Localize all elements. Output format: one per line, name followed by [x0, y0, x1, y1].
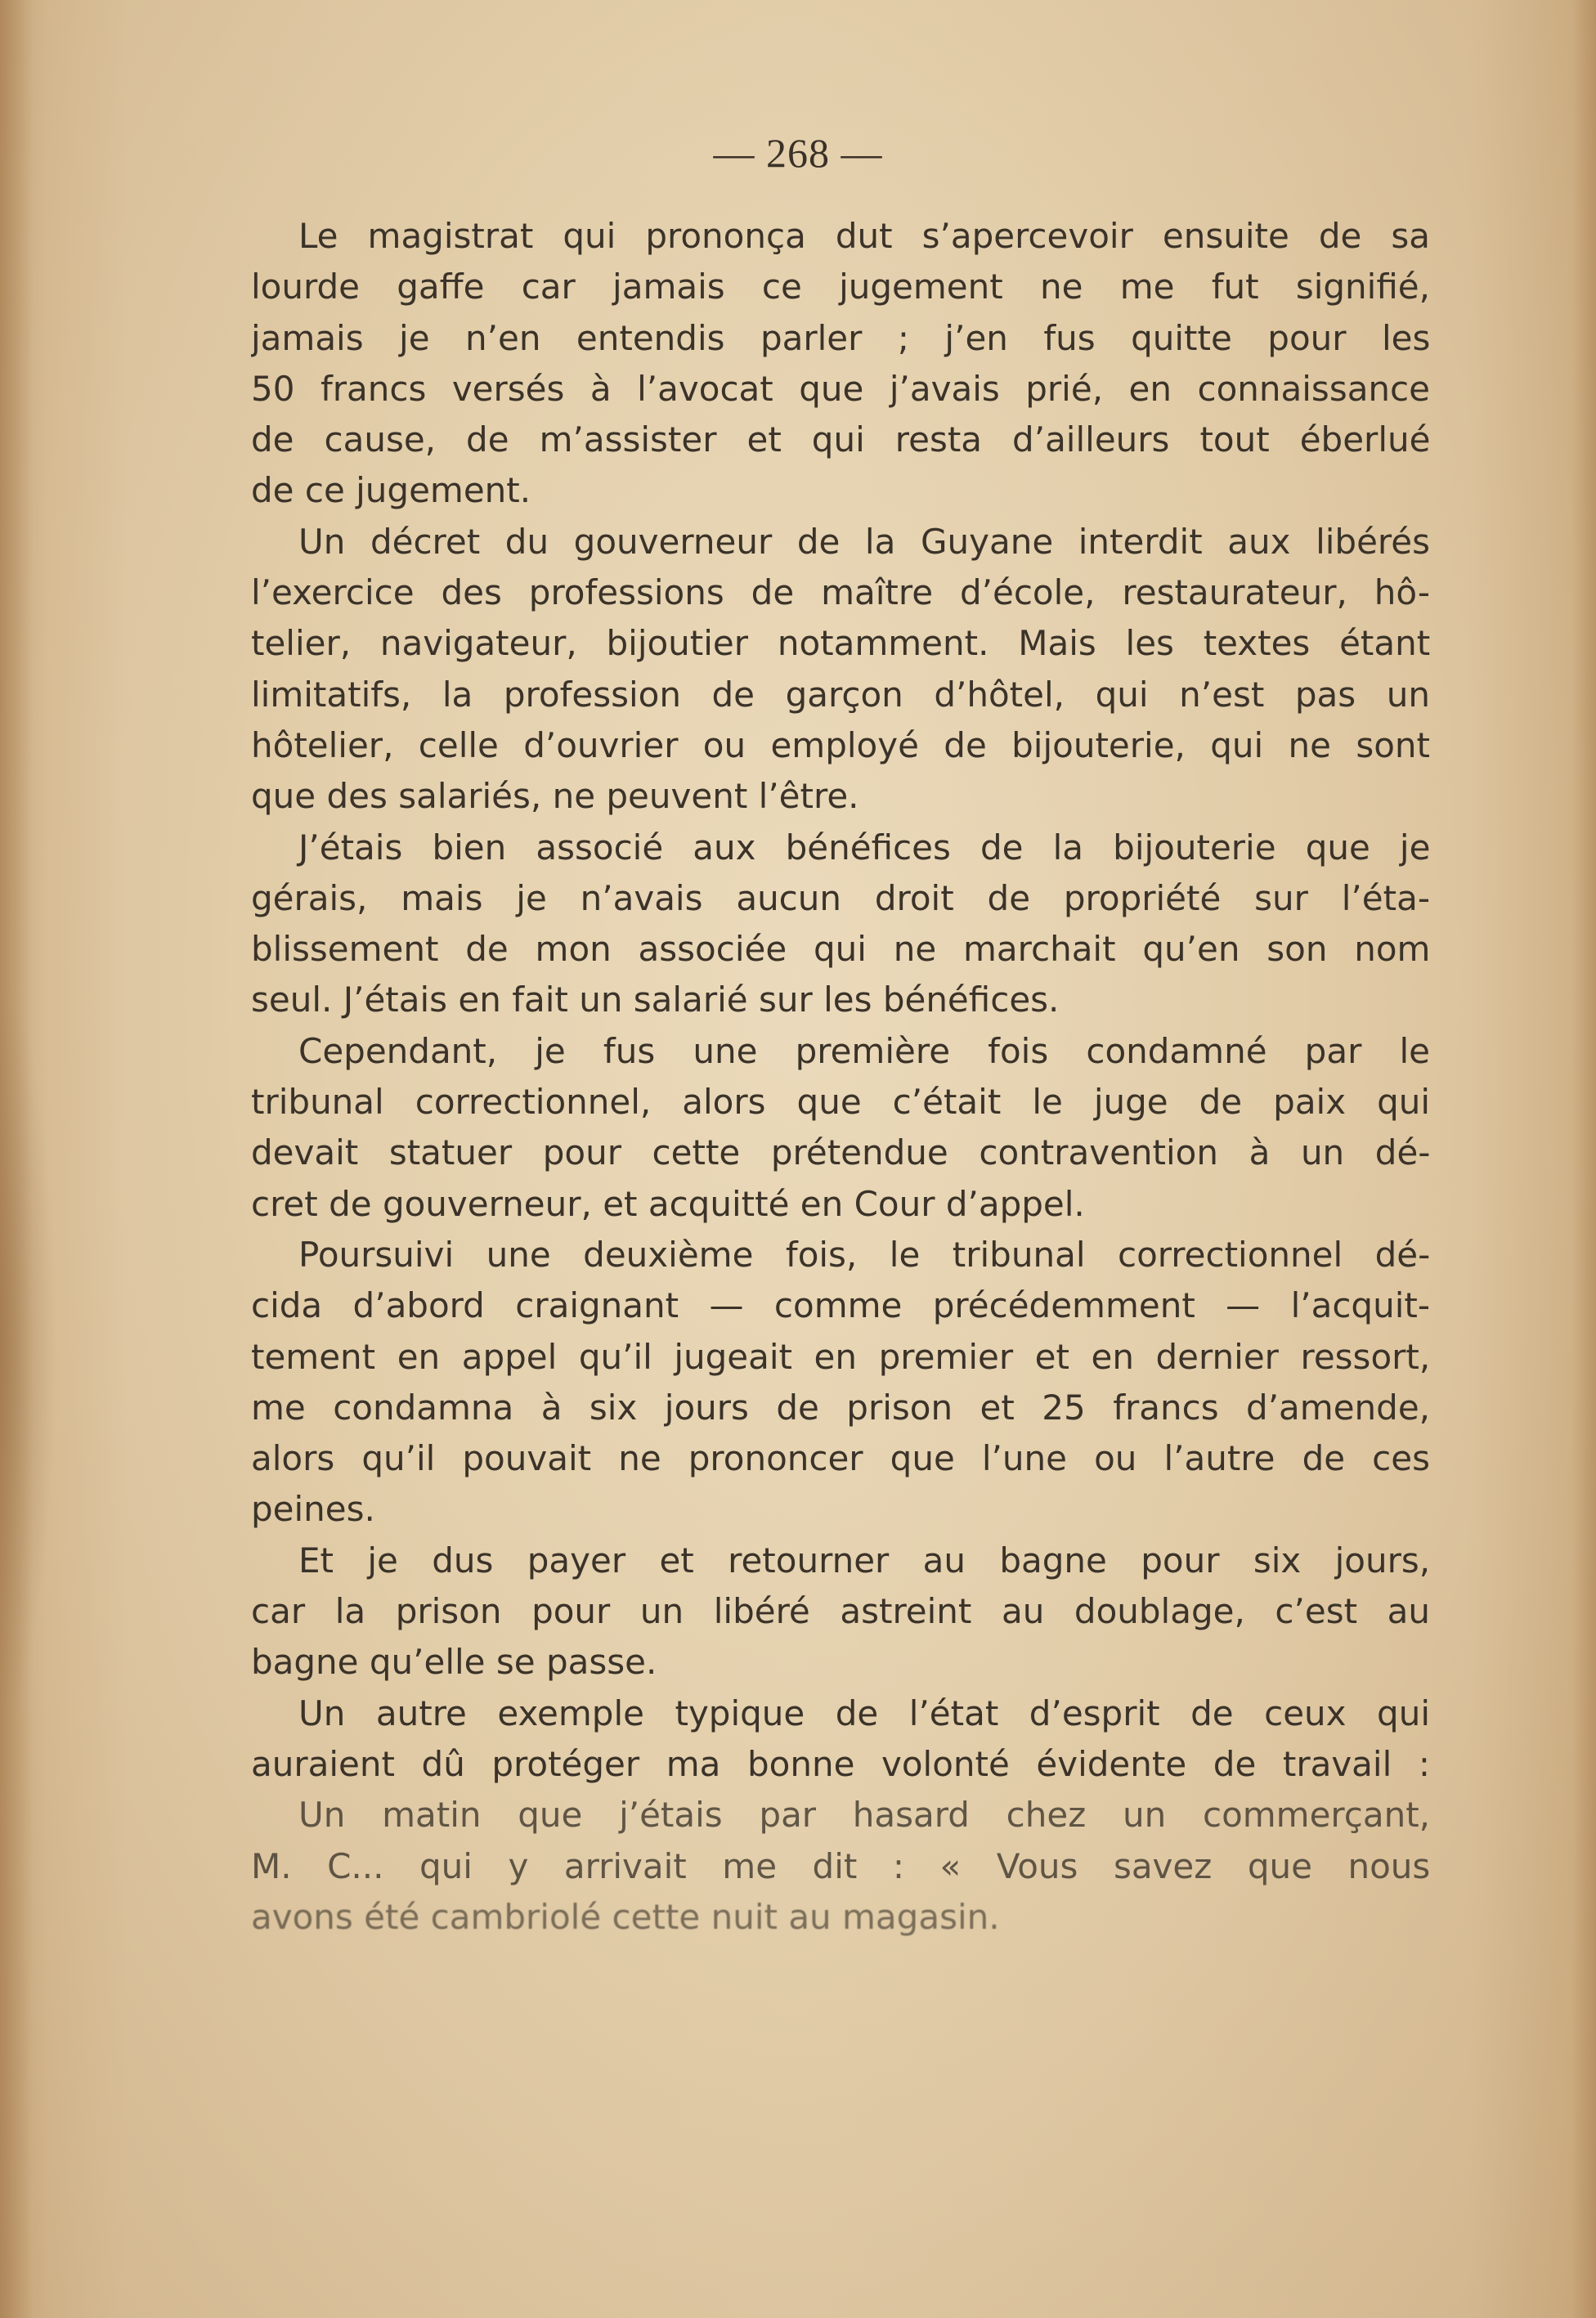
text-line: de ce jugement. [251, 470, 531, 511]
text-line: tribunal correctionnel, alors que c’était le juge de paix qui [251, 1082, 1430, 1123]
text-line: Cependant, je fus une première fois condamné par le [298, 1030, 1430, 1071]
text-line: hôtelier, celle d’ouvrier ou employé de bijouterie, qui ne sont [251, 724, 1430, 765]
text-line: bagne qu’elle se passe. [251, 1642, 657, 1683]
text-line: J’étais bien associé aux bénéfices de la bijouterie que je [298, 827, 1430, 868]
text-line: car la prison pour un libéré astreint au doublage, c’est au [251, 1591, 1430, 1632]
text-line: alors qu’il pouvait ne prononcer que l’une ou l’autre de ces [251, 1438, 1430, 1479]
text-line: Poursuivi une deuxième fois, le tribunal correctionnel dé- [298, 1234, 1430, 1275]
text-line: blissement de mon associée qui ne marchait qu’en son nom [251, 929, 1430, 970]
text-line: Et je dus payer et retourner au bagne pour six jours, [298, 1540, 1430, 1580]
page-number: — 268 — [713, 130, 883, 176]
text-line: me condamna à six jours de prison et 25 francs d’amende, [251, 1387, 1430, 1428]
text-line: seul. J’étais en fait un salarié sur les bénéfices. [251, 980, 1060, 1020]
body-text [251, 211, 1430, 1943]
text-line: tement en appel qu’il jugeait en premier et en dernier ressort, [251, 1336, 1430, 1377]
page-edge-shadow-right [1571, 0, 1596, 2318]
text-line: lourde gaffe car jamais ce jugement ne me fut signifié, [251, 267, 1430, 307]
text-line: gérais, mais je n’avais aucun droit de propriété sur l’éta- [251, 877, 1430, 918]
text-line: telier, navigateur, bijoutier notamment. Mais les textes étant [251, 623, 1430, 664]
text-line: M. C... qui y arrivait me dit : « Vous savez que nous [251, 1845, 1430, 1886]
text-line: de cause, de m’assister et qui resta d’ailleurs tout éberlué [251, 419, 1430, 460]
paper-stain [0, 981, 57, 1717]
text-line: 50 francs versés à l’avocat que j’avais prié, en connaissance [251, 368, 1430, 409]
text-line: peines. [251, 1489, 375, 1530]
text-line: cida d’abord craignant — comme précédemment — l’acquit- [251, 1285, 1430, 1326]
text-line: cret de gouverneur, et acquitté en Cour d’appel. [251, 1183, 1085, 1224]
text-line: avons été cambriolé cette nuit au magasin. [251, 1896, 1000, 1937]
text-line: l’exercice des professions de maître d’école, restaurateur, hô- [251, 572, 1430, 613]
text-line: Un décret du gouverneur de la Guyane interdit aux libérés [298, 521, 1430, 562]
text-line: Le magistrat qui prononça dut s’apercevoir ensuite de sa [298, 216, 1430, 256]
text-line: auraient dû protéger ma bonne volonté évidente de travail : [251, 1743, 1430, 1784]
text-line: jamais je n’en entendis parler ; j’en fus quitte pour les [251, 317, 1430, 358]
text-line: Un matin que j’étais par hasard chez un commerçant, [298, 1795, 1430, 1836]
text-line: limitatifs, la profession de garçon d’hôtel, qui n’est pas un [251, 674, 1430, 715]
text-line: devait statuer pour cette prétendue contravention à un dé- [251, 1132, 1430, 1173]
text-line: Un autre exemple typique de l’état d’esprit de ceux qui [298, 1693, 1430, 1733]
text-line: que des salariés, ne peuvent l’être. [251, 776, 859, 817]
